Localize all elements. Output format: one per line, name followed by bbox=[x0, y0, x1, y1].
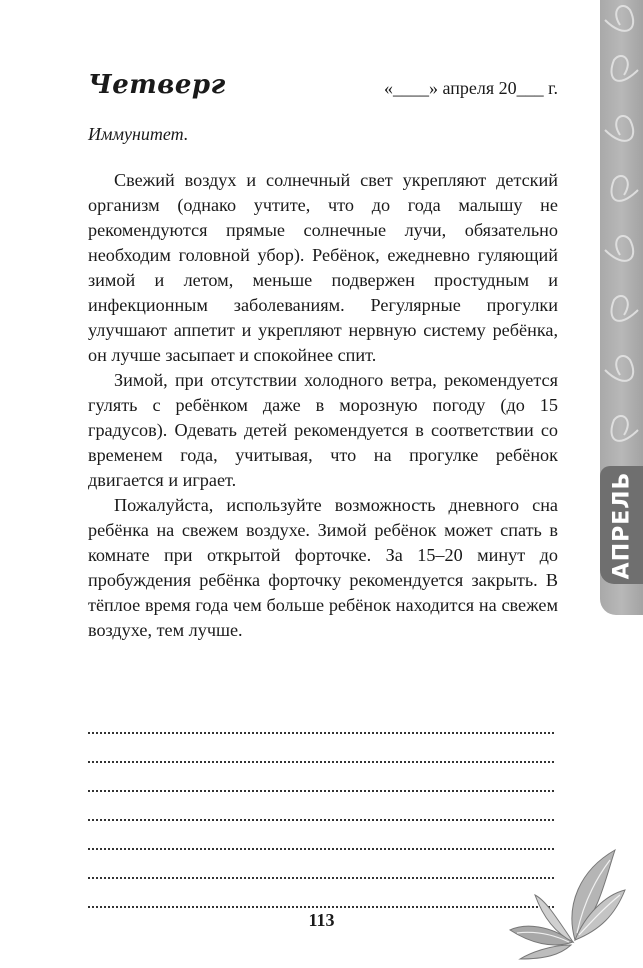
paragraph: Свежий воздух и солнечный свет укрепляют детский организм (однако учтите, что до года малышу не рекомендуются прямые солнечные лучи, обязательно необходим головной убор). Ребёнок, ежедневно гуляющий зимой и летом, меньше подвержен простудным и инфекционным заболеваниям. Регулярные прогулки улучшают аппетит и укрепляют нервную систему ребёнка, он лучше засыпает и спокойнее спит. bbox=[88, 170, 558, 365]
note-line bbox=[88, 763, 554, 792]
note-line bbox=[88, 734, 554, 763]
note-line bbox=[88, 705, 554, 734]
article-body bbox=[88, 168, 558, 643]
day-title: Четверг bbox=[88, 70, 226, 100]
note-line bbox=[88, 879, 554, 908]
paragraph: Зимой, при отсутствии холодного ветра, рекомендуется гулять с ребёнком даже в морозную погоду (до 15 градусов). Одевать детей рекомендуется в соответствии со временем года, учитывая, что на прогулке ребёнок двигается и играет. bbox=[88, 370, 558, 490]
page-number: 113 bbox=[308, 910, 335, 930]
note-line bbox=[88, 850, 554, 879]
month-tab bbox=[600, 466, 643, 584]
paragraph: Пожалуйста, используйте возможность дневного сна ребёнка на свежем воздухе. Зимой ребёнок может спать в комнате при открытой форточке. За 15–20 минут до пробуждения ребёнка форточку рекомендуется закрыть. В тёплое время года чем больше ребёнок находится на свежем воздухе, тем лучше. bbox=[88, 495, 558, 640]
notes-area bbox=[88, 705, 554, 908]
month-tab-label: АПРЕЛЬ bbox=[609, 471, 635, 579]
section-subtitle: Иммунитет. bbox=[88, 124, 189, 144]
butterfly-ornament bbox=[505, 845, 630, 960]
note-line bbox=[88, 792, 554, 821]
page-header bbox=[88, 70, 558, 110]
date-field: «____» апреля 20___ г. bbox=[384, 78, 558, 98]
note-line bbox=[88, 821, 554, 850]
